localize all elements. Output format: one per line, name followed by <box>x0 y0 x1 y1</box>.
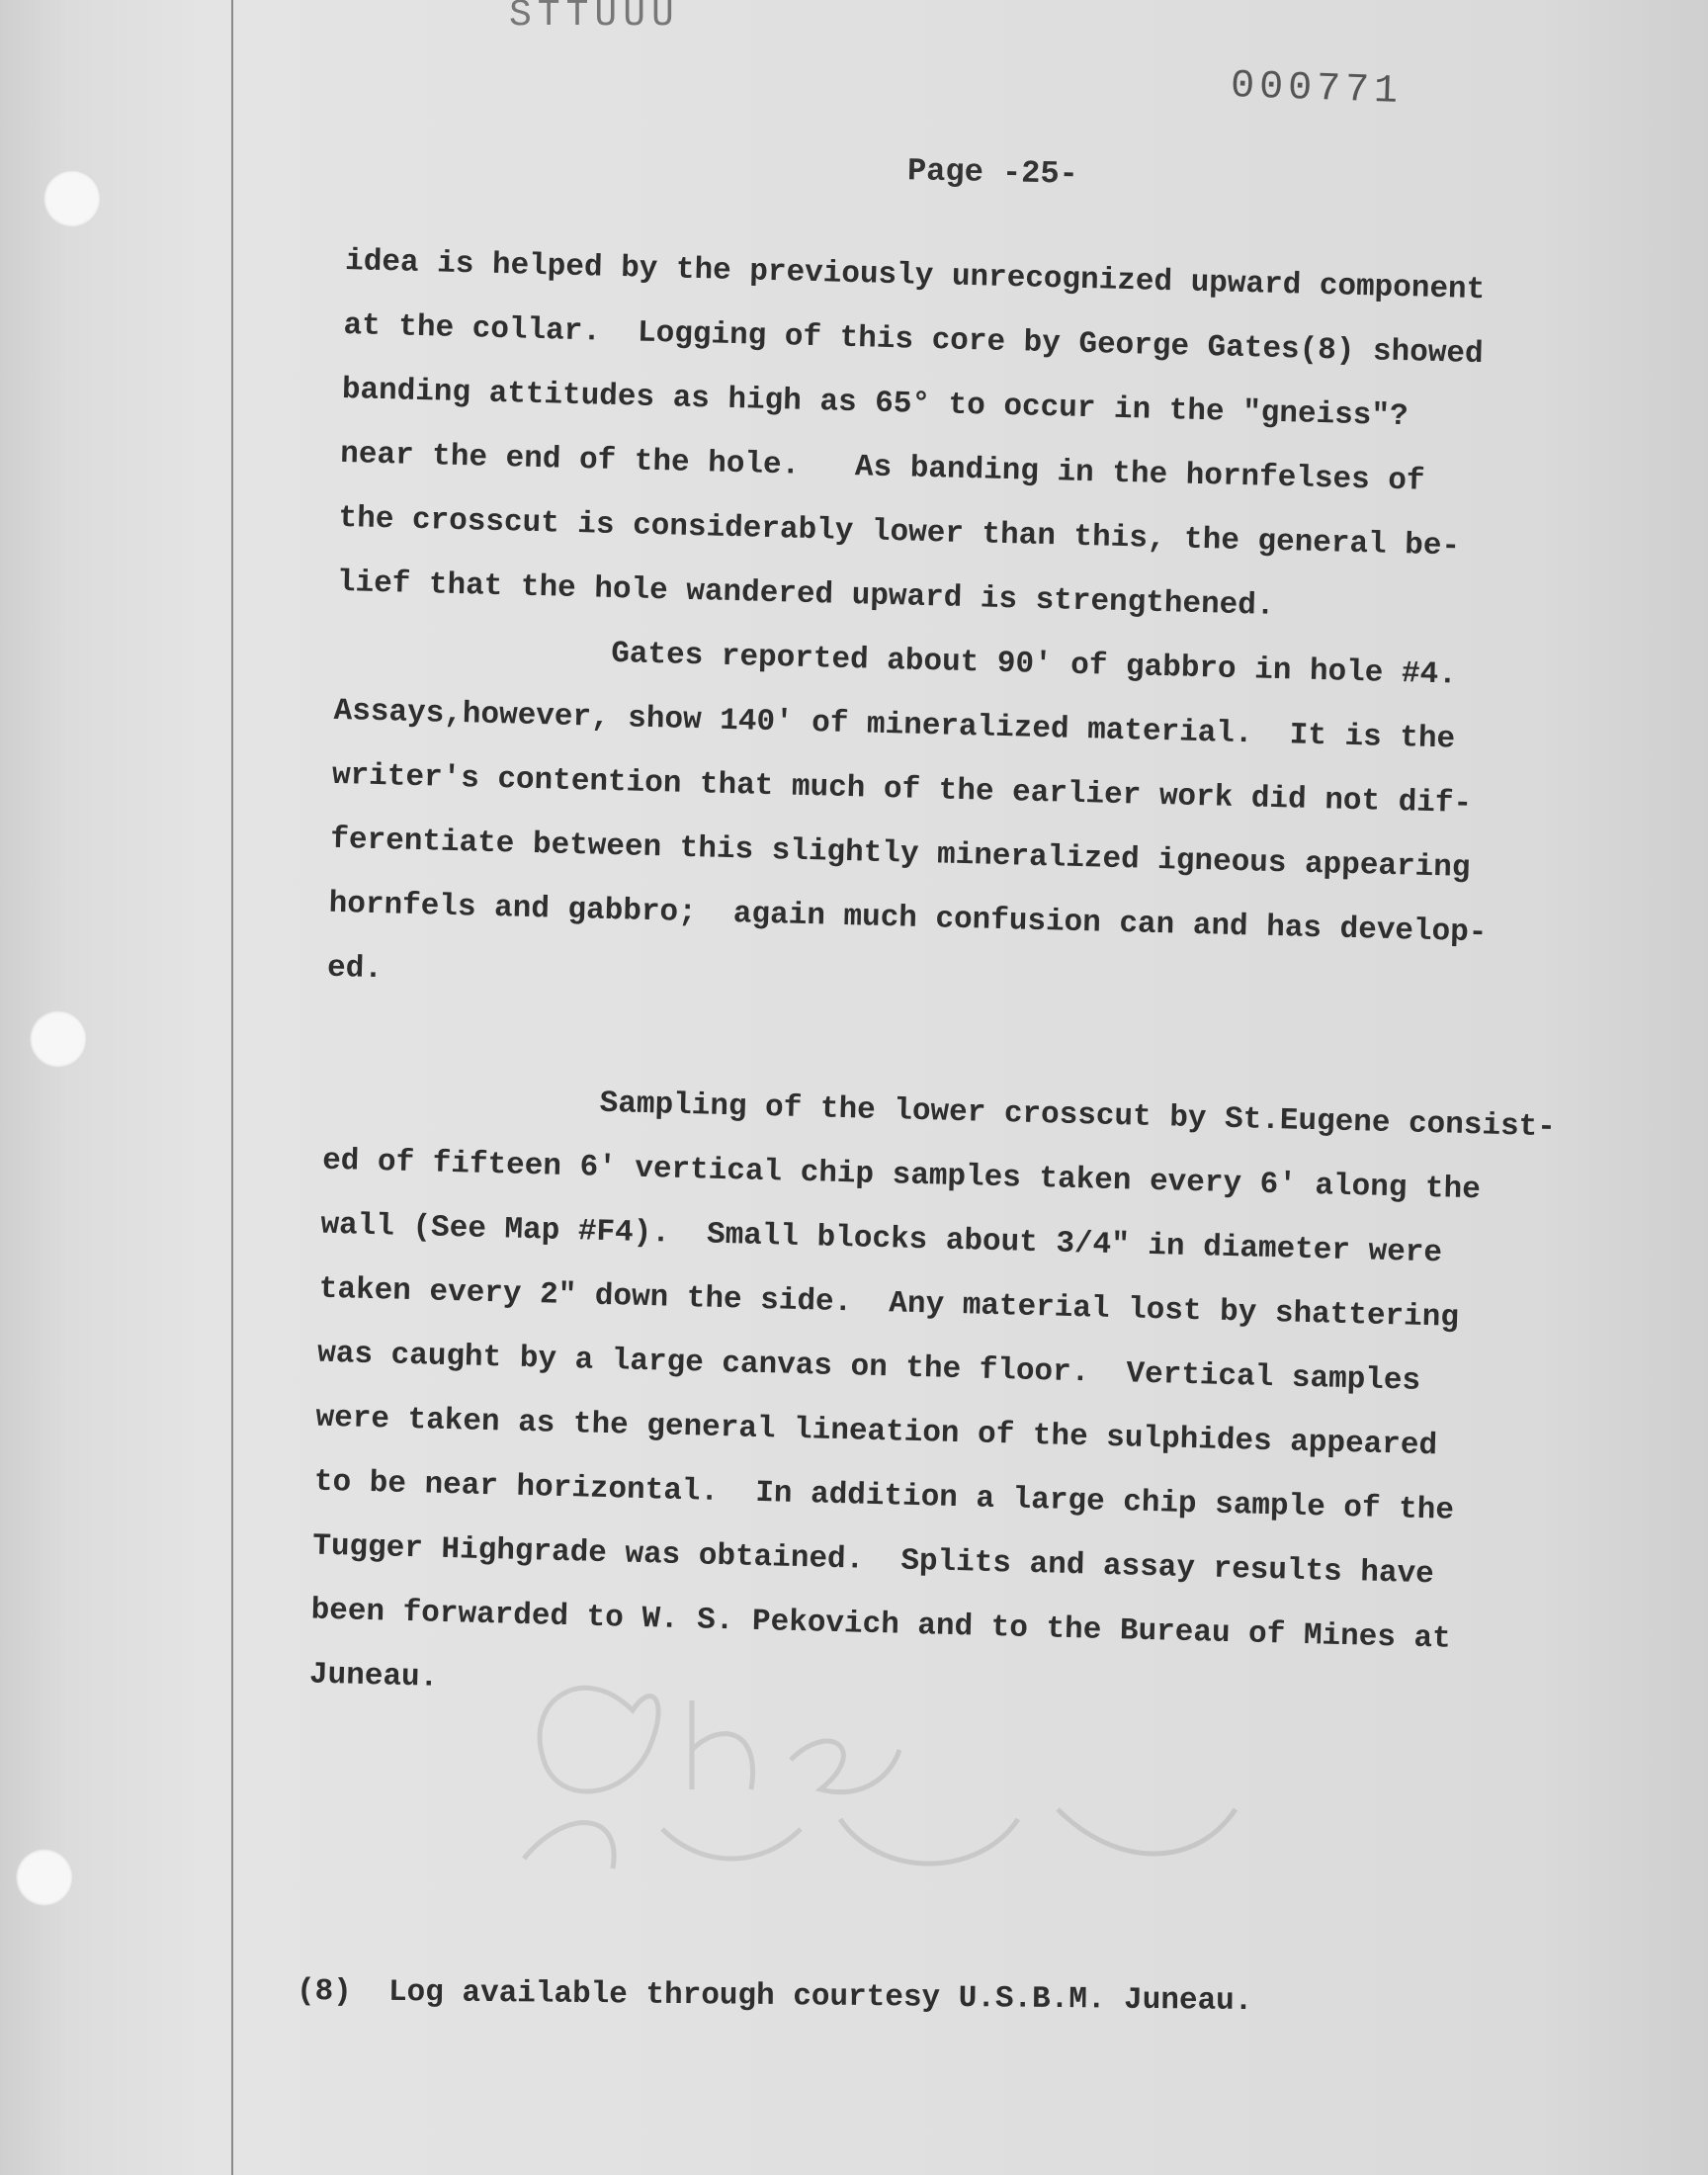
text-line: idea is helped by the previously unrecognized upward component <box>344 243 1486 308</box>
text-line: ed. <box>326 950 384 988</box>
text-line: ferentiate between this slightly mineralized igneous appearing <box>329 822 1471 886</box>
text-line: been forwarded to W. S. Pekovich and to the Bureau of Mines at <box>310 1593 1452 1657</box>
footnote: (8) Log available through courtesy U.S.B.M. Juneau. <box>296 1973 1253 2020</box>
text-line: near the end of the hole. As banding in the hornfelses of <box>339 436 1425 499</box>
text-line: taken every 2" down the side. Any material lost by shattering <box>318 1271 1460 1336</box>
text-line: the crosscut is considerably lower than this, the general be- <box>338 500 1461 565</box>
text-line: writer's contention that much of the earlier work did not dif- <box>331 757 1473 823</box>
text-line: Sampling of the lower crosscut by St.Eugene consist- <box>323 1079 1557 1146</box>
text-line: at the collar. Logging of this core by George Gates(8) showed <box>343 307 1484 373</box>
body-text <box>308 229 1580 1738</box>
page-number: Page -25- <box>906 152 1079 193</box>
punch-hole-bottom <box>16 1849 73 1906</box>
text-line: was caught by a large canvas on the floor. Vertical samples <box>316 1336 1421 1399</box>
text-line: Juneau. <box>308 1657 439 1696</box>
document-number: 000771 <box>1230 63 1404 116</box>
text-line: to be near horizontal. In addition a large chip sample of the <box>313 1464 1455 1528</box>
punch-hole-middle <box>30 1010 87 1068</box>
text-line: were taken as the general lineation of the sulphides appeared <box>315 1400 1438 1464</box>
text-line: Gates reported about 90' of gabbro in hole #4. <box>334 629 1458 693</box>
text-line: hornfels and gabbro; again much confusion can and has develop- <box>328 886 1488 951</box>
text-line: lief that the hole wandered upward is strengthened. <box>336 565 1275 624</box>
text-line: Assays,however, show 140' of mineralized material. It is the <box>333 693 1456 757</box>
text-line: Tugger Highgrade was obtained. Splits and assay results have <box>311 1528 1435 1593</box>
margin-rule <box>231 0 233 2175</box>
text-line: banding attitudes as high as 65° to occur in the "gneiss"? <box>341 372 1409 435</box>
text-line: wall (See Map #F4). Small blocks about 3/4" in diameter were <box>320 1207 1443 1271</box>
text-line: ed of fifteen 6' vertical chip samples taken every 6' along the <box>321 1143 1482 1208</box>
top-cropped-number: STTUUU <box>509 0 680 37</box>
punch-hole-top <box>43 170 101 227</box>
